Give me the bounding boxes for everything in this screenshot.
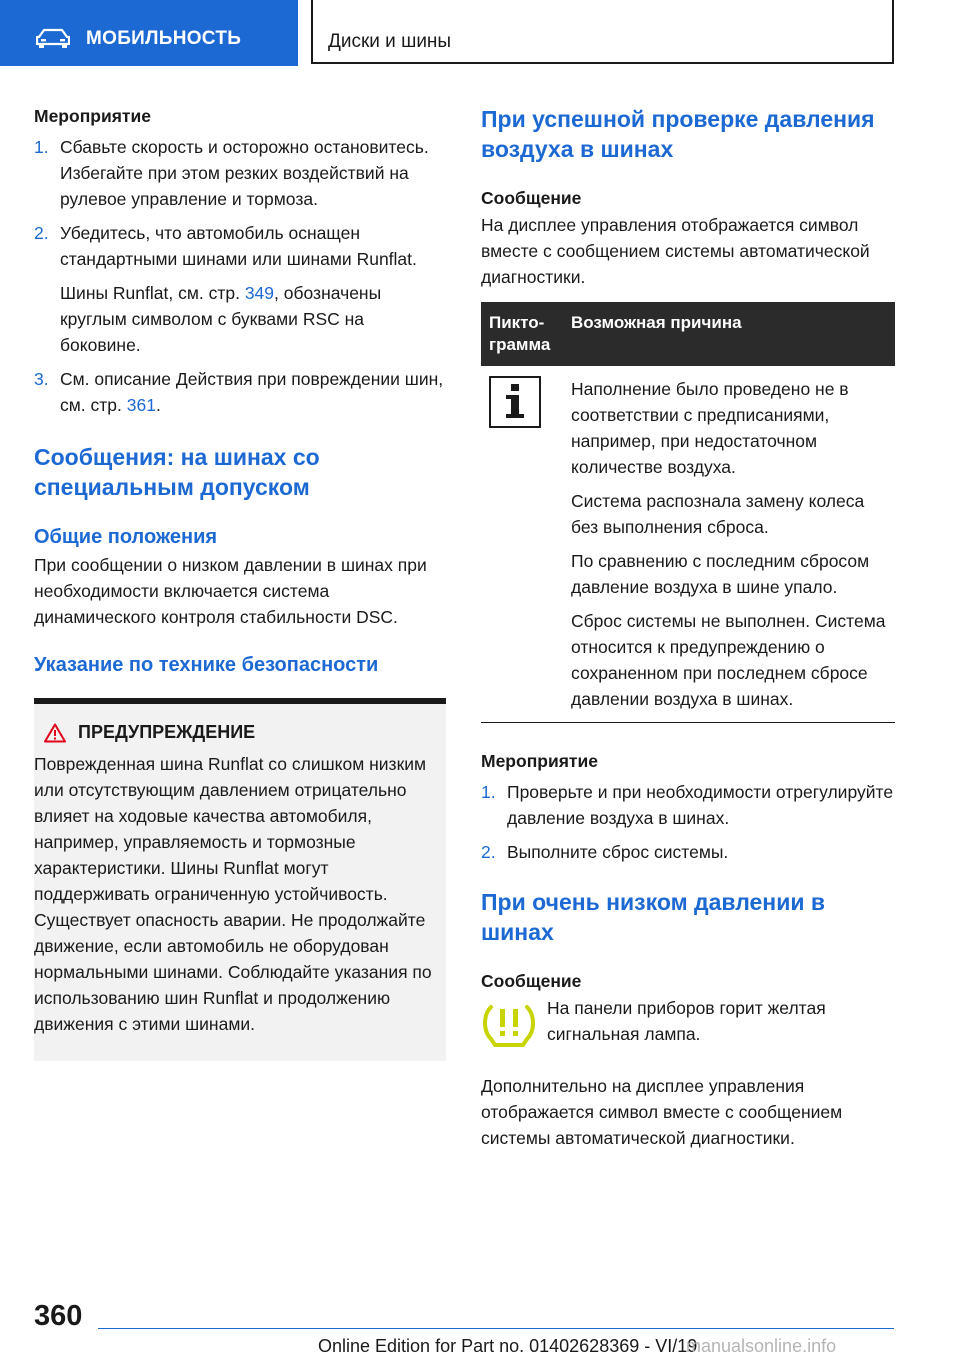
chapter-title-box <box>311 0 894 64</box>
measure-heading: Мероприятие <box>481 751 598 771</box>
warning-text: Поврежденная шина Runflat со слишком низким или отсутствующим давлением отрицательно влияет на ходовые качества автомобиля, например, управляемость и тормозные характеристики. Шины Runflat могут поддерживать ограниченную устойчивость. Существует опасность аварии. Не продолжайте движение, если автомобиль не оборудован нормальными шинами. Соблюдайте указания по использованию шин Runflat и продолжению движения с этими шинами. <box>34 754 432 1034</box>
cause-text: Наполнение было проведено не в соответствии с предписаниями, например, при недостаточном количестве воздуха. <box>571 379 849 477</box>
cause-text: Сброс системы не выполнен. Система относится к предупреждению о сохраненном при последнем сбросе давлении воздуха в шинах. <box>571 611 886 709</box>
step-text: . <box>155 395 161 415</box>
footer-rule <box>98 1328 894 1329</box>
section-tab <box>0 0 298 66</box>
column-header-cause: Возможная причина <box>563 302 895 366</box>
table-header-row <box>481 302 895 366</box>
step-number: 2. <box>34 223 49 243</box>
diagnosis-table <box>481 302 895 723</box>
pictogram-cell <box>481 366 563 723</box>
step-text: Убедитесь, что автомобиль оснащен стандартными шинами или шинами Runflat. <box>60 223 417 269</box>
step-number: 3. <box>34 369 49 389</box>
general-heading: Общие положения <box>34 526 218 548</box>
message-heading: Сообщение <box>481 188 582 208</box>
lamp-row <box>481 998 895 1051</box>
cause-cell <box>563 366 895 723</box>
warning-title-row <box>44 722 446 743</box>
page-header <box>0 0 960 66</box>
section-label: МОБИЛЬНОСТЬ <box>86 28 242 49</box>
step-item <box>481 779 895 831</box>
chapter-title: Диски и шины <box>328 31 452 52</box>
warning-box <box>34 704 446 1061</box>
left-column <box>34 104 446 1061</box>
step-number: 1. <box>34 137 49 157</box>
column-header-pictogram: Пиктограмма <box>481 302 563 366</box>
safety-heading: Указание по технике безопасности <box>34 654 379 676</box>
step-note-text: Шины Runflat, см. стр. <box>60 283 245 303</box>
step-text: Выполните сброс системы. <box>507 842 729 862</box>
message-text: На дисплее управления отображается символ вместе с сообщением системы автоматической диагностики. <box>481 215 870 287</box>
measure-steps <box>34 134 446 418</box>
page-link-349[interactable]: 349 <box>244 283 275 303</box>
step-text: См. описание Действия при повреждении шин, см. стр. <box>60 369 444 415</box>
lamp-text: На панели приборов горит желтая сигнальная лампа. <box>547 998 826 1044</box>
edition-info: Online Edition for Part no. 01402628369 - VI/19 <box>318 1336 698 1356</box>
tire-pressure-warning-icon <box>481 1001 537 1051</box>
info-icon <box>489 376 541 428</box>
page-footer <box>0 1296 960 1362</box>
page-number: 360 <box>34 1300 83 1332</box>
warning-title: ПРЕДУПРЕЖДЕНИЕ <box>78 722 256 742</box>
step-item <box>34 134 446 212</box>
step-number: 2. <box>481 842 496 862</box>
low-pressure-heading: При очень низком давлении в шинах <box>481 889 826 945</box>
step-number: 1. <box>481 782 496 802</box>
cause-text: По сравнению с последним сбросом давление воздуха в шине упало. <box>571 551 870 597</box>
warning-triangle-icon <box>44 723 66 743</box>
cause-text: Система распознала замену колеса без выполнения сброса. <box>571 491 865 537</box>
step-item <box>34 366 446 418</box>
measure-steps <box>481 779 895 865</box>
table-row <box>481 366 895 723</box>
page-link-361[interactable]: 361 <box>126 395 156 415</box>
step-text: Сбавьте скорость и осторожно остановитесь. Избегайте при этом резких воздействий на рулевое управление и тормоза. <box>60 137 429 209</box>
step-item <box>481 839 895 865</box>
right-column <box>481 104 895 1151</box>
car-icon <box>36 28 70 48</box>
step-text: Проверьте и при необходимости отрегулируйте давление воздуха в шинах. <box>507 782 894 828</box>
step-note-text: , обозначены круглым символом с буквами RSC на боковине. <box>60 283 382 355</box>
general-text: При сообщении о низком давлении в шинах при необходимости включается система динамического контроля стабильности DSC. <box>34 555 427 627</box>
check-heading: При успешной проверке давления воздуха в шинах <box>481 106 875 162</box>
section-heading: Сообщения: на шинах со специальным допуском <box>34 444 320 500</box>
step-item <box>34 220 446 358</box>
step-note <box>60 280 446 358</box>
measure-heading: Мероприятие <box>34 106 151 126</box>
watermark: manualsonline.info <box>686 1336 837 1356</box>
extra-text: Дополнительно на дисплее управления отображается символ вместе с сообщением системы автоматической диагностики. <box>481 1076 843 1148</box>
message-heading: Сообщение <box>481 971 582 991</box>
